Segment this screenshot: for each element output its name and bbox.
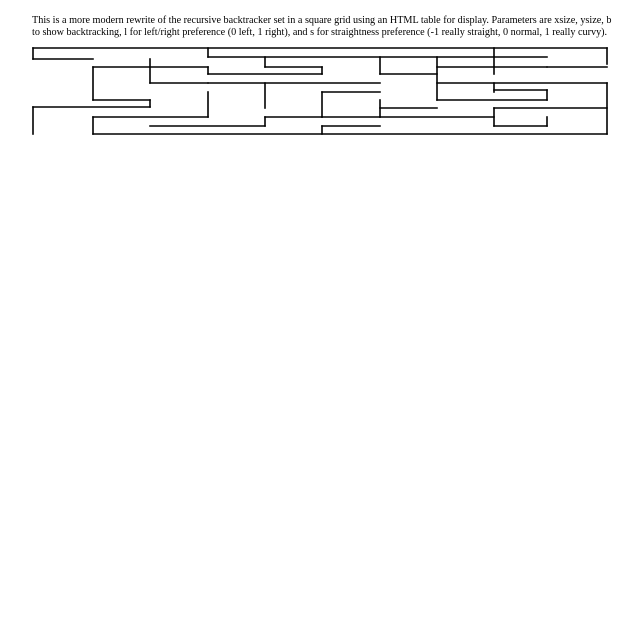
maze-walls bbox=[33, 48, 607, 134]
description-text: This is a more modern rewrite of the recursive backtracker set in a square grid using an HTML table for display. Parameters are xsize, ysize, b to show backtracking, l for left/right preference (0 left, 1 right), and s for straightness preference (-1 really straight, 0 normal, 1 really curvy). bbox=[32, 15, 612, 38]
